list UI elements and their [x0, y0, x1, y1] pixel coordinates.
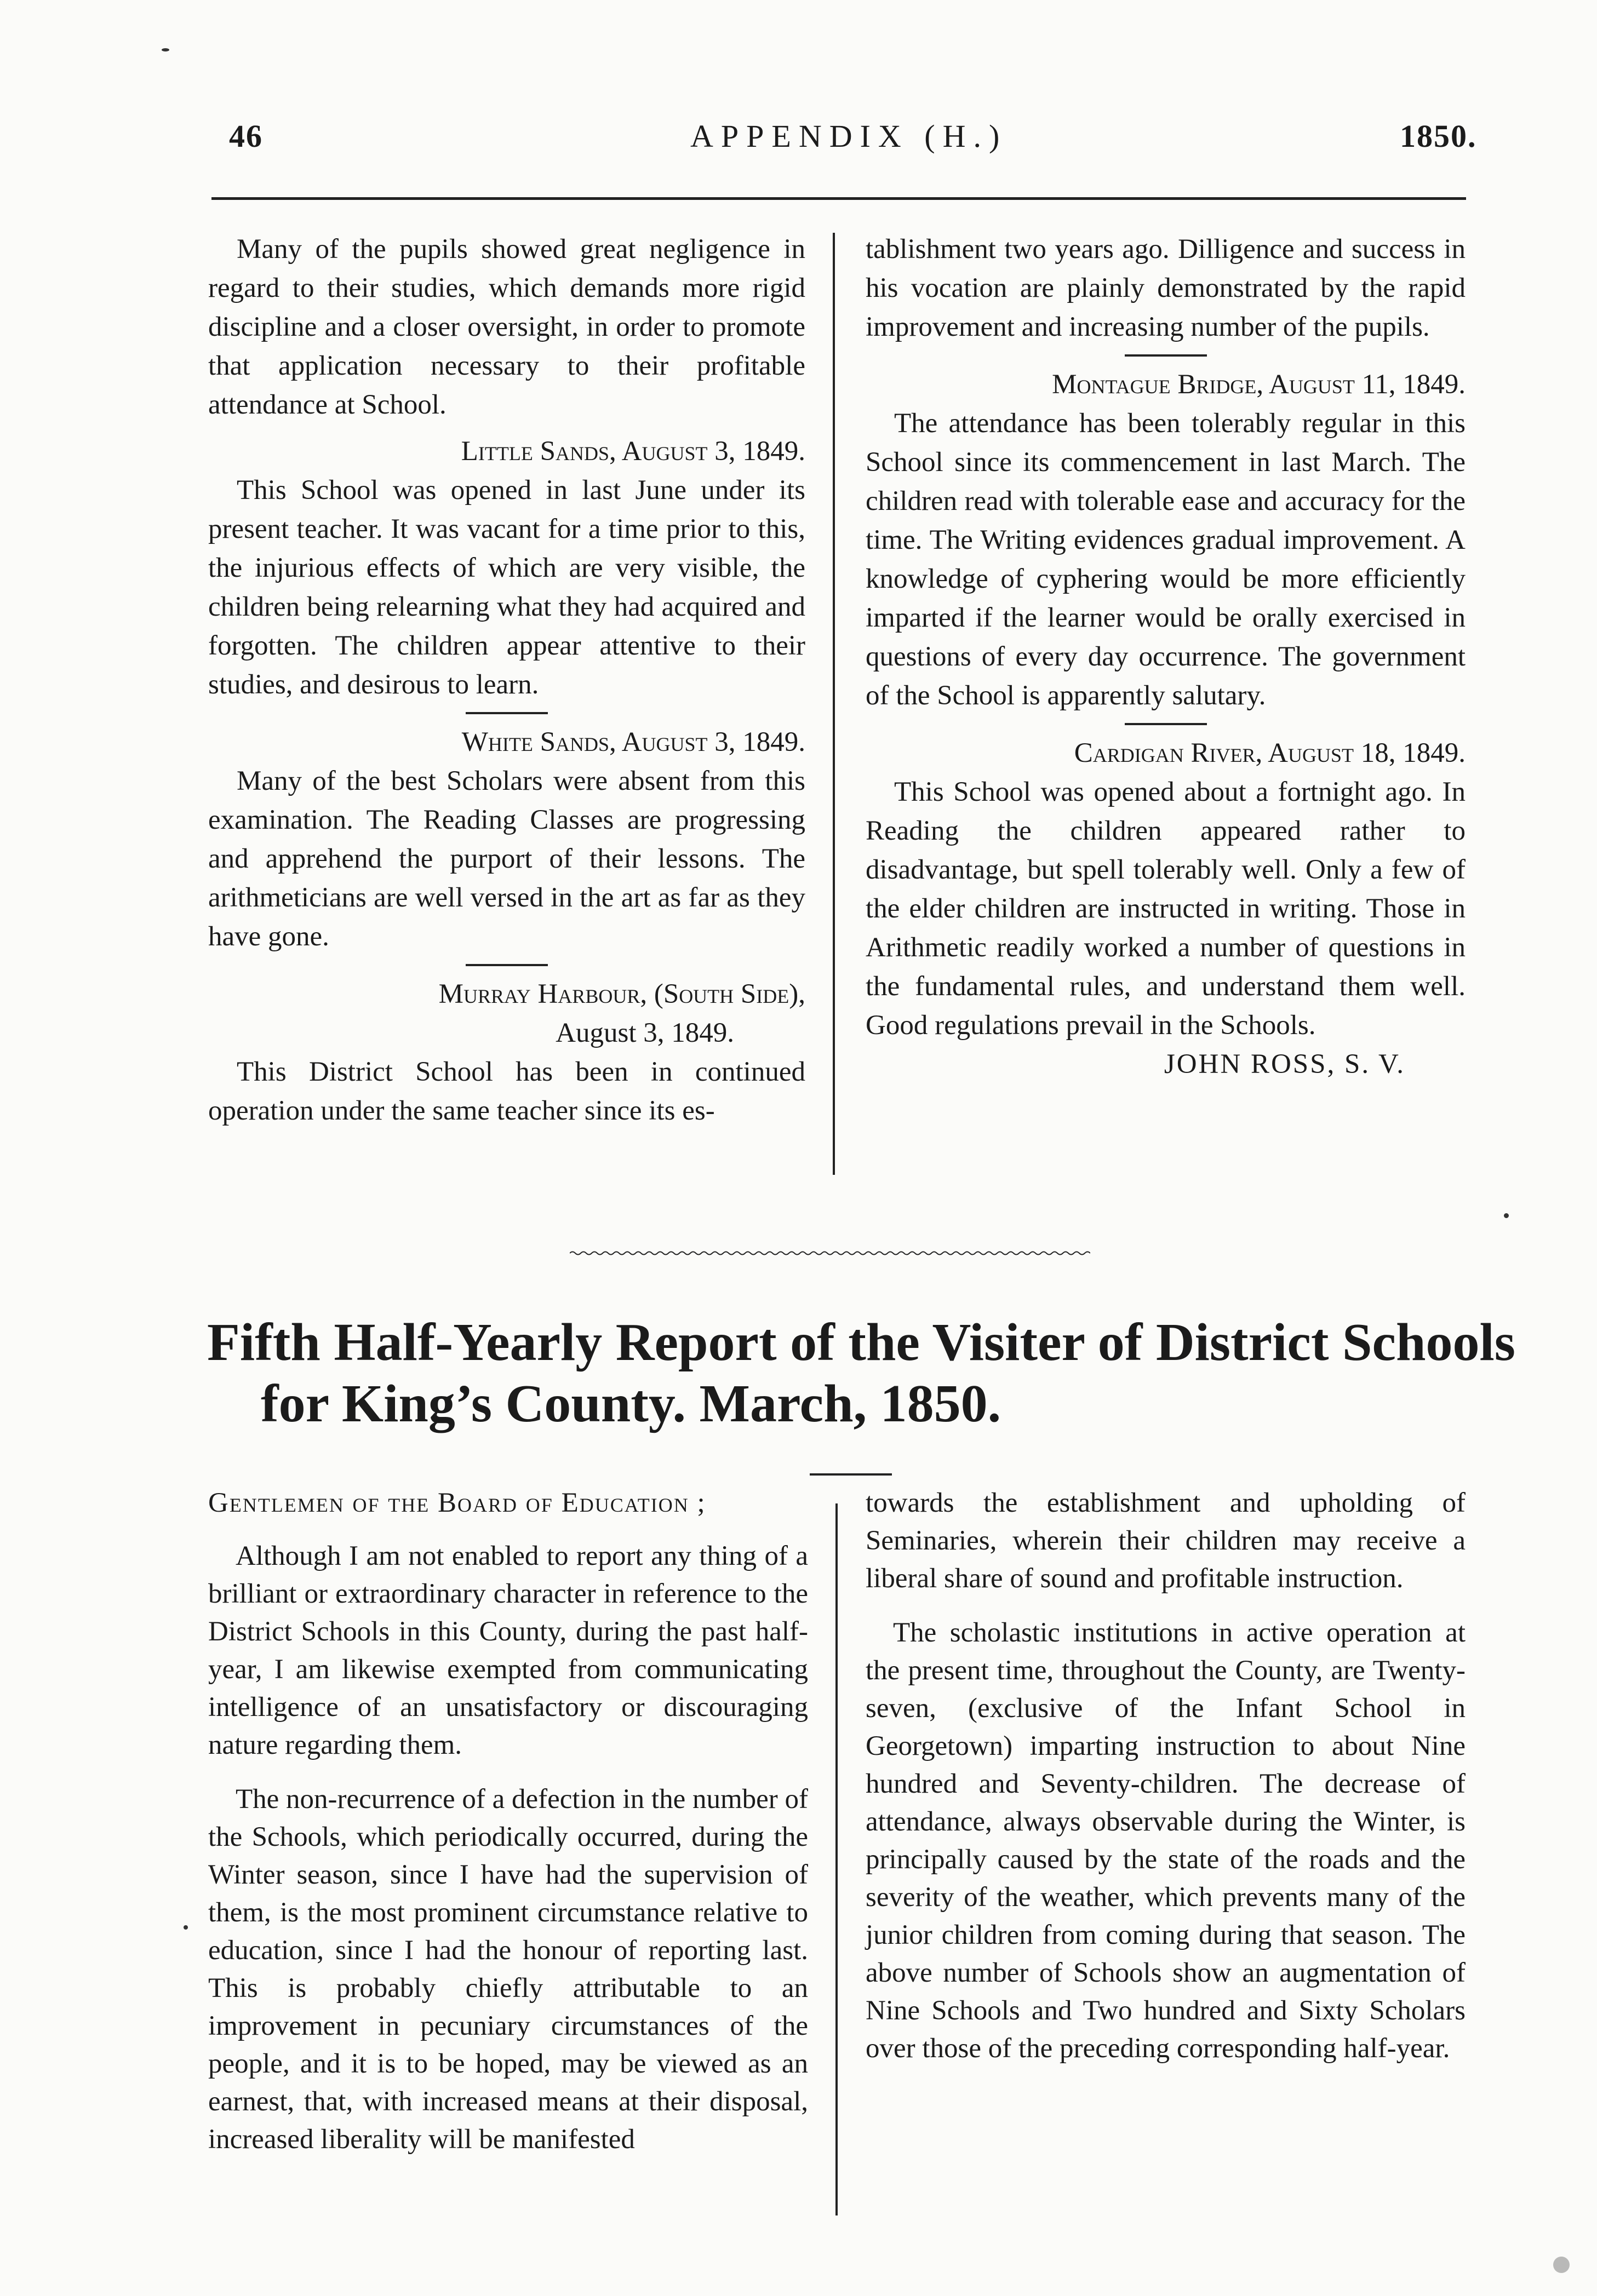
murray-harbour-heading: Murray Harbour, (South Side), — [438, 979, 805, 1009]
report-paragraph-3: towards the establishment and upholding of Seminaries, wherein their children may receive a liberal share of sound and profitable instruction. — [866, 1488, 1466, 1594]
report-paragraph-2: The non-recurrence of a defection in the number of the Schools, which periodically occurred, during the Winter season, since I have had the supervision of them, is the most prominent circumstance relative to education, since I had the honour of reporting last. This is probably chiefly attributable to an improvement in pecuniary circumstances of the people, and it is to be hoped, may be viewed as an earnest, that, with increased means at their disposal, increased liberality will be manifested — [208, 1784, 809, 2155]
upper-left-column — [208, 230, 805, 1130]
upper-right-column — [866, 230, 1466, 1084]
montague-bridge-heading: Montague Bridge, August 11, 1849. — [1052, 369, 1466, 400]
ornamental-rule — [570, 1250, 1090, 1256]
column-divider — [833, 233, 835, 1175]
signature: JOHN ROSS, S. V. — [1164, 1049, 1405, 1080]
scan-speck — [184, 1925, 188, 1930]
montague-bridge-text: The attendance has been tolerably regular in this School since its commencement in last March. The children read with tolerable ease and accuracy for the time. The Writing evidences gradual improvement. A knowledge of cyphering would be more efficiently imparted if the learner would be orally exercised in questions of every day occurrence. The government of the School is apparently salutary. — [866, 408, 1466, 711]
cardigan-river-text: This School was opened about a fortnight ago. In Reading the children appeared rather to disadvantage, but spell tolerably well. Only a few of the elder children are instructed in writing. Those in Arithmetic readily worked a number of questions in the fundamental rules, and understand them well. Good regulations prevail in the Schools. — [866, 777, 1466, 1041]
murray-harbour-text: This District School has been in continued operation under the same teacher since its es- — [208, 1057, 805, 1126]
cardigan-river-heading: Cardigan River, August 18, 1849. — [1074, 738, 1466, 768]
section-separator — [466, 712, 548, 714]
salutation: Gentlemen of the Board of Education ; — [208, 1488, 706, 1518]
running-title: APPENDIX (H.) — [690, 118, 1008, 154]
report-title-line-2: for King’s County. March, 1850. — [261, 1374, 1001, 1433]
page-number: 46 — [229, 118, 263, 154]
header-rule — [211, 197, 1466, 200]
scan-speck — [162, 48, 169, 51]
report-paragraph-4: The scholastic institutions in active operation at the present time, throughout the County, are Twenty-seven, (exclusive of the Infant School in Georgetown) imparting instruction to about Nine hundred and Seventy-children. The decrease of attendance, always observable during the Winter, is principally caused by the state of the roads and the severity of the weather, which prevents many of the junior children from coming during that season. The above number of Schools show an augmentation of Nine Schools and Two hundred and Sixty Scholars over those of the preceding corresponding half-year. — [866, 1617, 1466, 2064]
report-paragraph-1: Although I am not enabled to report any thing of a brilliant or extraordinary character in reference to the District Schools in this County, during the past half-year, I am likewise exempted from communicating intelligence of an unsatisfactory or discouraging nature regarding them. — [208, 1541, 808, 1760]
report-title-line-1: Fifth Half-Yearly Report of the Visiter of District Schools — [207, 1313, 1515, 1372]
white-sands-heading: White Sands, August 3, 1849. — [461, 727, 805, 757]
header-year: 1850. — [1400, 118, 1477, 154]
section-separator — [1125, 723, 1207, 725]
scan-speck — [1504, 1213, 1509, 1218]
section-separator — [466, 964, 548, 966]
murray-harbour-date: August 3, 1849. — [556, 1018, 734, 1048]
column-divider-lower — [835, 1503, 838, 2215]
scan-speck — [1553, 2257, 1570, 2273]
lower-right-column — [866, 1484, 1466, 2084]
lower-left-column — [208, 1484, 808, 2175]
little-sands-text: This School was opened in last June under its present teacher. It was vacant for a time prior to this, the injurious effects of which are very visible, the children being relearning what they had acquired and forgotten. The children appear attentive to their studies, and desirous to learn. — [208, 475, 805, 700]
right-paragraph-1: tablishment two years ago. Dilligence and success in his vocation are plainly demonstrated by the rapid improvement and increasing number of the pupils. — [866, 234, 1466, 342]
little-sands-heading: Little Sands, August 3, 1849. — [461, 436, 805, 467]
left-paragraph-1: Many of the pupils showed great negligence in regard to their studies, which demands more rigid discipline and a closer oversight, in order to promote that application necessary to their profitable attendance at School. — [208, 234, 805, 420]
section-separator — [1125, 354, 1207, 357]
title-rule — [810, 1473, 892, 1476]
report-title — [207, 1312, 1515, 1434]
white-sands-text: Many of the best Scholars were absent from this examination. The Reading Classes are progressing and apprehend the purport of their lessons. The arithmeticians are well versed in the art as far as they have gone. — [208, 766, 805, 952]
